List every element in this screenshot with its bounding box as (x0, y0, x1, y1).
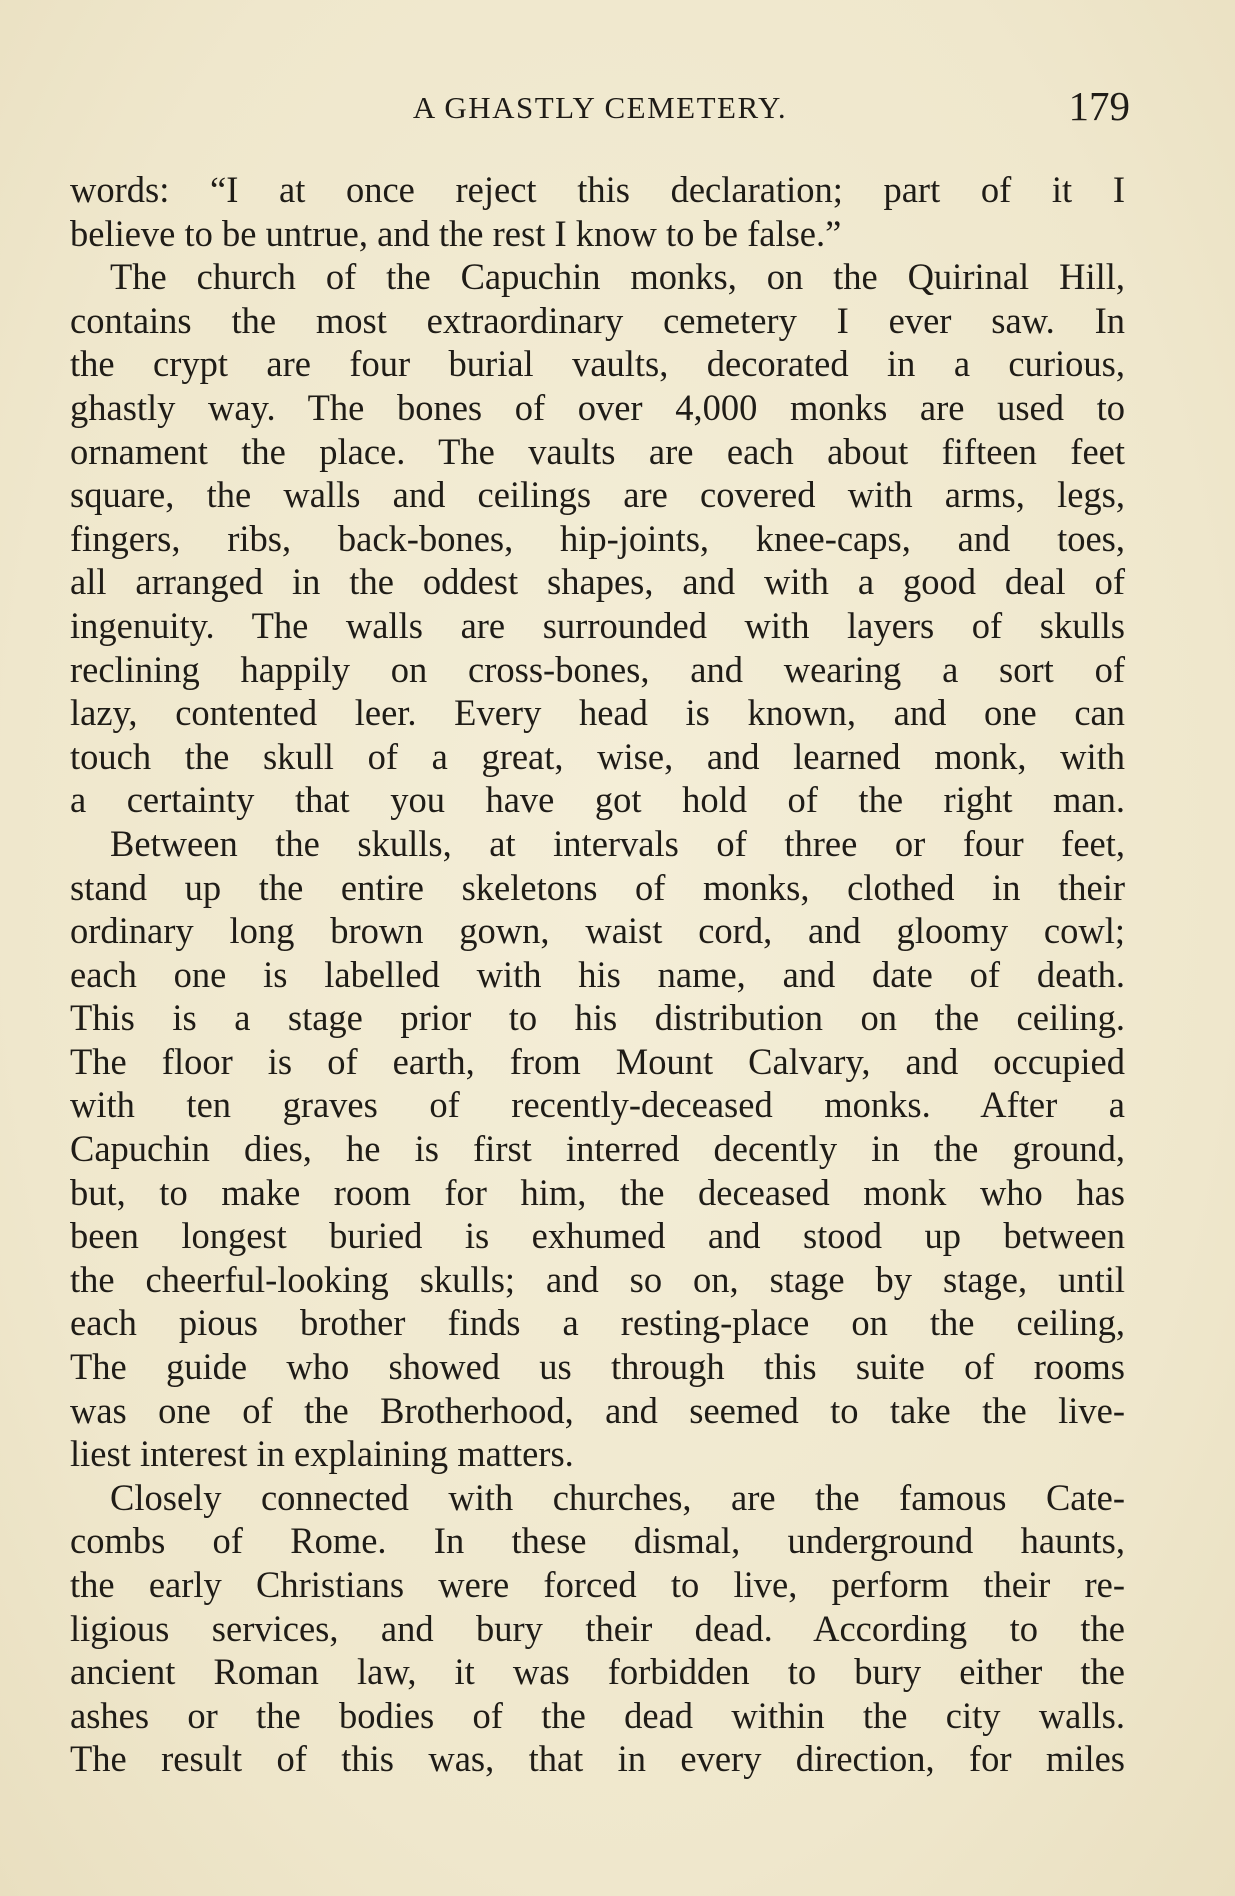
text-line: each pious brother finds a resting-place on the ceiling, (70, 1302, 1125, 1344)
text-line: ghastly way. The bones of over 4,000 monks are used to (70, 386, 1125, 428)
text-line: but, to make room for him, the deceased monk who has (70, 1171, 1125, 1213)
text-line: stand up the entire skeletons of monks, clothed in their (70, 866, 1125, 908)
text-line: ancient Roman law, it was forbidden to bury either the (70, 1651, 1125, 1693)
text-line: combs of Rome. In these dismal, underground haunts, (70, 1520, 1125, 1562)
text-line: Between the skulls, at intervals of three or four feet, (110, 822, 1125, 864)
text-line: all arranged in the oddest shapes, and with a good deal of (70, 561, 1125, 603)
text-line: the cheerful-looking skulls; and so on, stage by stage, until (70, 1258, 1125, 1300)
text-line: liest interest in explaining matters. (70, 1433, 574, 1475)
text-line: was one of the Brotherhood, and seemed to take the live- (70, 1389, 1125, 1431)
running-title: A GHASTLY CEMETERY. (412, 90, 788, 125)
body-text (70, 168, 1125, 1781)
text-line: a certainty that you have got hold of the right man. (70, 779, 1125, 821)
text-line: Closely connected with churches, are the famous Cate- (110, 1476, 1125, 1518)
text-line: The floor is of earth, from Mount Calvary, and occupied (70, 1040, 1125, 1082)
text-line: believe to be untrue, and the rest I know to be false.” (70, 212, 842, 254)
text-line: the early Christians were forced to live, perform their re- (70, 1564, 1125, 1605)
text-line: touch the skull of a great, wise, and learned monk, with (70, 735, 1125, 777)
text-line: words: “I at once reject this declaration; part of it I (70, 169, 1125, 210)
text-line: square, the walls and ceilings are covered with arms, legs, (70, 474, 1125, 516)
text-line: contains the most extraordinary cemetery I ever saw. In (70, 299, 1125, 341)
text-line: The guide who showed us through this suite of rooms (70, 1346, 1125, 1388)
text-line: ligious services, and bury their dead. According to the (70, 1607, 1125, 1649)
text-line: This is a stage prior to his distribution on the ceiling. (70, 997, 1125, 1039)
text-line: ashes or the bodies of the dead within the city walls. (70, 1694, 1125, 1736)
text-line: each one is labelled with his name, and date of death. (70, 953, 1125, 995)
text-line: reclining happily on cross-bones, and wearing a sort of (70, 648, 1125, 690)
text-line: ingenuity. The walls are surrounded with layers of skulls (70, 604, 1125, 646)
text-line: ordinary long brown gown, waist cord, and gloomy cowl; (70, 910, 1125, 952)
text-line: ornament the place. The vaults are each about fifteen feet (70, 430, 1125, 472)
text-line: The result of this was, that in every direction, for miles (70, 1738, 1125, 1780)
text-line: been longest buried is exhumed and stood up between (70, 1215, 1125, 1257)
running-head (70, 83, 1130, 136)
text-line: The church of the Capuchin monks, on the Quirinal Hill, (110, 256, 1125, 298)
text-line: lazy, contented leer. Every head is known, and one can (70, 692, 1125, 734)
text-line: with ten graves of recently-deceased monks. After a (70, 1084, 1125, 1126)
text-line: fingers, ribs, back-bones, hip-joints, knee-caps, and toes, (70, 517, 1125, 559)
text-line: the crypt are four burial vaults, decorated in a curious, (70, 343, 1125, 385)
text-line: Capuchin dies, he is first interred decently in the ground, (70, 1128, 1125, 1170)
page-number: 179 (1068, 83, 1130, 129)
